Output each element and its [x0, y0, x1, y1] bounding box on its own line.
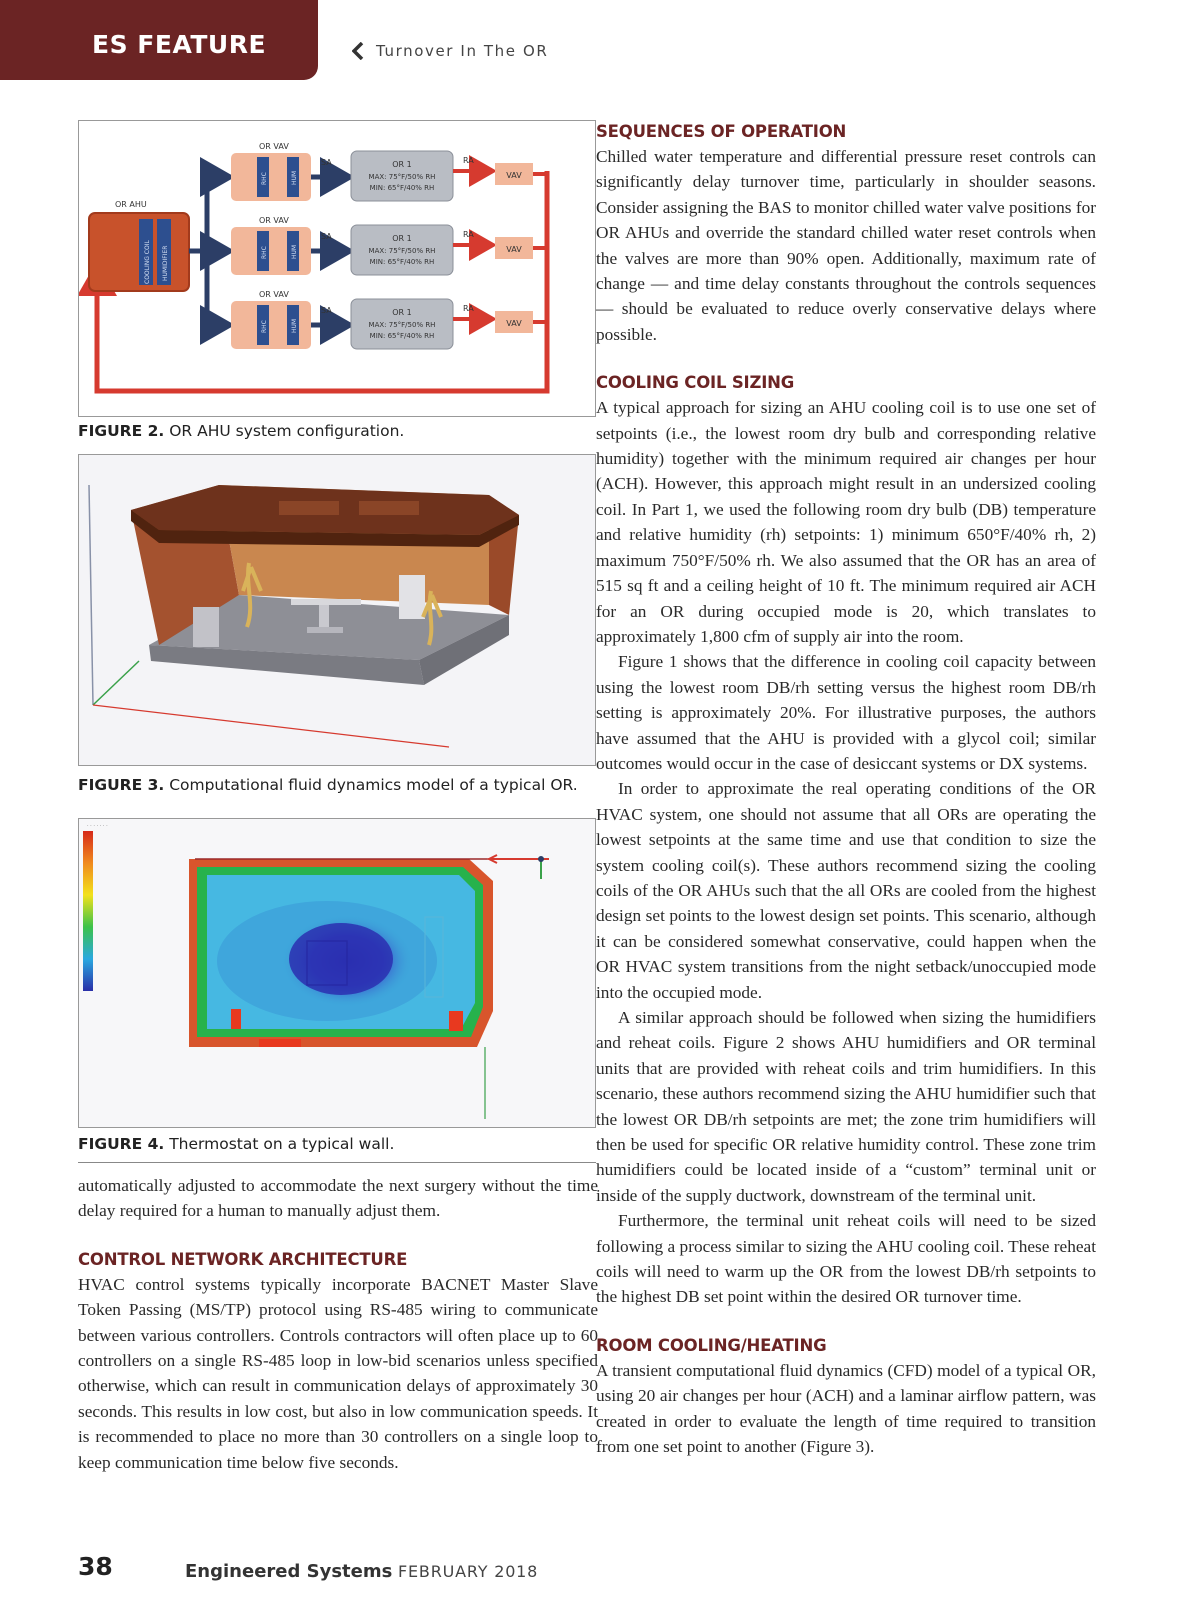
svg-text:RHC: RHC: [261, 320, 268, 333]
right-column: [596, 120, 1096, 1460]
cooling-coil-paragraph-3: In order to approximate the real operating conditions of the OR HVAC system, one should not assume that all ORs are operating the lowest setpoints at the same time and use that condition to size the system cooling coil(s). These authors recommend sizing the cooling coils of the OR AHUs such that the all ORs are cooled from the highest design set points to the lowest design set points. This scenario, although it can be considered somewhat conservative, could happen when the OR HVAC system transitions from the night setback/unoccupied mode into the occupied mode.: [596, 779, 1096, 1002]
heading-sequences: SEQUENCES OF OPERATION: [596, 122, 847, 141]
svg-text:OR 1: OR 1: [392, 160, 412, 169]
svg-text:RA: RA: [463, 230, 474, 239]
svg-text:HUM: HUM: [291, 170, 298, 185]
ahu-coil-label: COOLING COIL: [144, 240, 151, 284]
svg-text:MAX: 75°F/50% RH: MAX: 75°F/50% RH: [368, 173, 436, 181]
svg-text:MAX: 75°F/50% RH: MAX: 75°F/50% RH: [368, 247, 436, 255]
svg-text:RA: RA: [463, 156, 474, 165]
ahu-label: OR AHU: [115, 200, 147, 209]
caption-divider: [78, 1162, 596, 1163]
svg-text:OR 1: OR 1: [392, 234, 412, 243]
breadcrumb-text: Turnover In The OR: [376, 42, 549, 60]
svg-text:SA: SA: [321, 158, 332, 167]
svg-text:MIN: 65°F/40% RH: MIN: 65°F/40% RH: [369, 258, 435, 266]
sequences-paragraph: Chilled water temperature and differential pressure reset controls can significantly delay turnover time, particularly in shoulder seasons. Consider assigning the BAS to monitor chilled water valve positions for OR AHUs and override the standard chilled water reset controls when the valves are more than 90% open. Additionally, maximum rate of change — and time delay constants throughout the controls sequences — should be evaluated to reduce overly conservative delays where possible.: [596, 147, 1096, 344]
svg-text:VAV: VAV: [506, 245, 522, 254]
vav-row: [207, 290, 547, 349]
vav-rows: [79, 121, 595, 416]
issue-date: FEBRUARY 2018: [398, 1562, 539, 1581]
svg-text:RHC: RHC: [261, 246, 268, 259]
ahu-humidifier-label: HUMIDIFIER: [162, 245, 169, 281]
cooling-coil-paragraph-4: A similar approach should be followed when sizing the humidifiers and reheat coils. Figure 2 shows AHU humidifiers and OR terminal units that are provided with reheat coils and trim humidifiers. In this scenario, these authors recommend sizing the AHU humidifier such that the lowest OR DB/rh setpoints are met; the zone trim humidifiers will then be used for specific OR relative humidity control. These zone trim humidifiers could be located inside of a “custom” terminal unit or inside of the supply ductwork, downstream of the terminal unit.: [596, 1008, 1096, 1205]
heading-control-network: CONTROL NETWORK ARCHITECTURE: [78, 1249, 408, 1269]
svg-text:SA: SA: [321, 306, 332, 315]
vav-row: [207, 216, 547, 275]
figure-2-caption: FIGURE 2. OR AHU system configuration.: [78, 422, 405, 440]
color-legend: [83, 831, 93, 991]
continuation-paragraph: automatically adjusted to accommodate the next surgery without the time delay required for a human to manually adjust them.: [78, 1176, 598, 1221]
cooling-coil-paragraph-1: A typical approach for sizing an AHU cooling coil is to use one set of setpoints (i.e., the lowest room dry bulb and corresponding relative humidity) together with the minimum required air changes per hour (ACH). However, this approach might result in an undersized cooling coil. In Part 1, we used the following room dry bulb (DB) temperature and relative humidity (rh) setpoints: 1) minimum 650°F/40% rh, 2) maximum 750°F/50% rh. We also assumed that the OR has an area of 515 sq ft and a ceiling height of 10 ft. The minimum required air ACH for an OR during occupied mode is 20, which translates to approximately 1,800 cfm of supply air into the room.: [596, 398, 1096, 646]
section-tab: [0, 0, 318, 80]
vav-row: [207, 142, 547, 201]
section-label: ES FEATURE: [92, 30, 267, 59]
svg-text:OR 1: OR 1: [392, 308, 412, 317]
figure-4-cfd-plot: [78, 818, 596, 1128]
heading-cooling-coil: COOLING COIL SIZING: [596, 373, 795, 393]
svg-text:OR VAV: OR VAV: [259, 216, 289, 225]
room-cooling-paragraph: A transient computational fluid dynamics (CFD) model of a typical OR, using 20 air changes per hour (ACH) and a laminar airflow pattern, was created in order to evaluate the length of time required to transition from one set point to another (Figure 3).: [596, 1360, 1096, 1457]
magazine-name: Engineered Systems: [185, 1561, 393, 1582]
svg-text:OR VAV: OR VAV: [259, 142, 289, 151]
svg-text:· · · · · · ·: · · · · · · ·: [87, 823, 108, 829]
svg-text:OR VAV: OR VAV: [259, 290, 289, 299]
cooling-coil-paragraph-2: Figure 1 shows that the difference in cooling coil capacity between using the lowest room DB/rh setting versus the highest room DB/rh setting is approximately 20%. For illustrative purposes, the authors have assumed that the AHU is provided with a glycol coil; similar outcomes would occur in the case of desiccant systems or DX systems.: [596, 652, 1096, 773]
svg-text:HUM: HUM: [291, 244, 298, 259]
svg-text:RA: RA: [463, 304, 474, 313]
svg-text:VAV: VAV: [506, 171, 522, 180]
or-room-3d-model: [79, 455, 595, 765]
svg-text:MIN: 65°F/40% RH: MIN: 65°F/40% RH: [369, 332, 435, 340]
figure-4-caption: FIGURE 4. Thermostat on a typical wall.: [78, 1135, 395, 1153]
svg-text:HUM: HUM: [291, 318, 298, 333]
svg-text:SA: SA: [321, 232, 332, 241]
left-column: [78, 1173, 598, 1475]
cooling-coil-paragraph-5: Furthermore, the terminal unit reheat coils will need to be sized following a process similar to sizing the AHU cooling coil. These reheat coils will need to warm up the OR from the lowest DB/rh setpoints to the highest DB set point within the desired OR turnover time.: [596, 1211, 1096, 1307]
breadcrumb[interactable]: [352, 42, 548, 60]
figure-2-diagram: [78, 120, 596, 417]
temperature-contour-plot: [79, 819, 595, 1127]
svg-text:MAX: 75°F/50% RH: MAX: 75°F/50% RH: [368, 321, 436, 329]
figure-3-cfd-model: [78, 454, 596, 766]
svg-text:RHC: RHC: [261, 172, 268, 185]
figure-3-caption: FIGURE 3. Computational fluid dynamics model of a typical OR.: [78, 776, 578, 794]
chevron-left-icon: [352, 42, 364, 60]
control-network-paragraph: HVAC control systems typically incorporate BACNET Master Slave Token Passing (MS/TP) protocol using RS-485 wiring to communicate between various controllers. Controls contractors will often place up to 60 controllers on a single RS-485 loop in low-bid scenarios unless specified otherwise, which can result in communication delays of approximately 30 seconds. This results in low cost, but also in low communication speeds. It is recommended to place no more than 30 controllers on a single loop to keep communication time below five seconds.: [78, 1274, 598, 1472]
svg-text:VAV: VAV: [506, 319, 522, 328]
svg-text:MIN: 65°F/40% RH: MIN: 65°F/40% RH: [369, 184, 435, 192]
heading-room-cooling: ROOM COOLING/HEATING: [596, 1335, 827, 1355]
page-number: 38: [78, 1552, 113, 1581]
